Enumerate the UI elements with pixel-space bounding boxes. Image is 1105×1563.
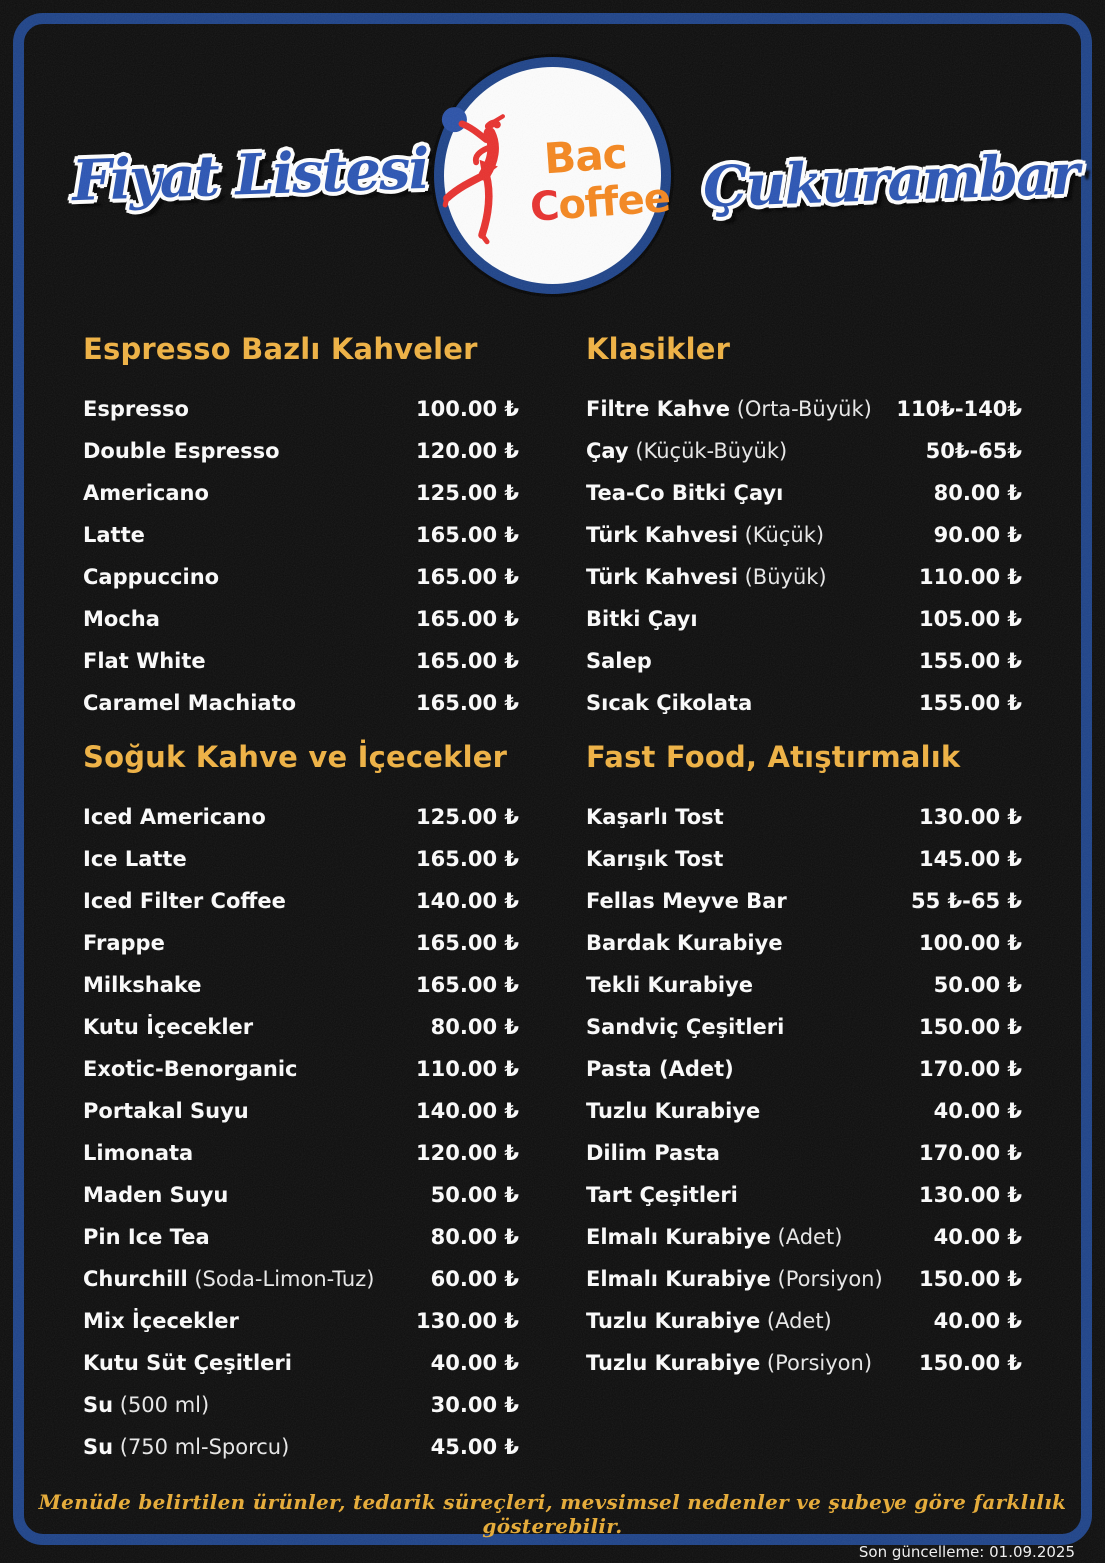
item-name: Kaşarlı Tost <box>586 805 724 829</box>
item-price: 50.00 ₺ <box>933 973 1022 997</box>
disclaimer-text: Menüde belirtilen ürünler, tedarik süreçleri, mevsimsel nedenler ve şubeye göre farklılık gösterebilir. <box>38 1490 1067 1538</box>
item-price: 140.00 ₺ <box>416 1099 519 1123</box>
item-price: 165.00 ₺ <box>416 847 519 871</box>
item-name: Cappuccino <box>83 565 220 589</box>
menu-item-row <box>83 1426 519 1468</box>
item-price: 50.00 ₺ <box>430 1183 519 1207</box>
section-rows <box>586 388 1022 724</box>
item-price: 170.00 ₺ <box>919 1057 1022 1081</box>
item-name: Pasta (Adet) <box>586 1057 734 1081</box>
menu-item-row <box>586 1258 1022 1300</box>
item-name: Pin Ice Tea <box>83 1225 210 1249</box>
item-name: Karışık Tost <box>586 847 724 871</box>
menu-item-row <box>83 514 519 556</box>
item-price: 50₺-65₺ <box>925 439 1022 463</box>
item-price: 105.00 ₺ <box>919 607 1022 631</box>
item-name: Caramel Machiato <box>83 691 297 715</box>
menu-item-row <box>586 1300 1022 1342</box>
page-title: Fiyat Listesi <box>70 135 429 215</box>
menu-item-row <box>586 514 1022 556</box>
menu-item-row <box>83 922 519 964</box>
menu-section <box>586 330 1022 724</box>
menu-item-row <box>83 838 519 880</box>
item-name: Kutu Süt Çeşitleri <box>83 1351 292 1375</box>
menu-item-row <box>83 1006 519 1048</box>
item-name: Su (750 ml-Sporcu) <box>83 1435 290 1459</box>
item-name: Fellas Meyve Bar <box>586 889 787 913</box>
item-name: Çay (Küçük-Büyük) <box>586 439 788 463</box>
item-name: Mix İçecekler <box>83 1309 239 1333</box>
item-price: 165.00 ₺ <box>416 973 519 997</box>
menu-grid <box>83 330 1022 1468</box>
item-price: 40.00 ₺ <box>933 1099 1022 1123</box>
item-price: 155.00 ₺ <box>919 691 1022 715</box>
menu-item-row <box>83 556 519 598</box>
item-name: Bardak Kurabiye <box>586 931 783 955</box>
item-price: 125.00 ₺ <box>416 805 519 829</box>
item-price: 140.00 ₺ <box>416 889 519 913</box>
item-price: 90.00 ₺ <box>933 523 1022 547</box>
section-title: Soğuk Kahve ve İçecekler <box>83 740 508 774</box>
item-name: Iced Americano <box>83 805 266 829</box>
item-price: 130.00 ₺ <box>416 1309 519 1333</box>
item-price: 150.00 ₺ <box>919 1267 1022 1291</box>
menu-item-row <box>586 964 1022 1006</box>
item-price: 55 ₺-65 ₺ <box>910 889 1022 913</box>
item-name: Tuzlu Kurabiye <box>586 1099 761 1123</box>
item-name: Tekli Kurabiye <box>586 973 753 997</box>
item-name: Sıcak Çikolata <box>586 691 753 715</box>
item-name: Latte <box>83 523 145 547</box>
item-price: 165.00 ₺ <box>416 523 519 547</box>
item-price: 100.00 ₺ <box>416 397 519 421</box>
item-name: Portakal Suyu <box>83 1099 249 1123</box>
item-price: 150.00 ₺ <box>919 1351 1022 1375</box>
section-rows <box>586 796 1022 1384</box>
item-name: Maden Suyu <box>83 1183 229 1207</box>
item-name: Ice Latte <box>83 847 187 871</box>
item-name: Salep <box>586 649 652 673</box>
menu-item-row <box>83 1090 519 1132</box>
menu-item-row <box>586 640 1022 682</box>
menu-item-row <box>586 598 1022 640</box>
menu-item-row <box>83 472 519 514</box>
item-name: Iced Filter Coffee <box>83 889 286 913</box>
item-price: 165.00 ₺ <box>416 931 519 955</box>
menu-item-row <box>83 1048 519 1090</box>
item-name: Mocha <box>83 607 160 631</box>
item-name: Limonata <box>83 1141 194 1165</box>
menu-item-row <box>83 1132 519 1174</box>
item-price: 80.00 ₺ <box>933 481 1022 505</box>
item-price: 45.00 ₺ <box>430 1435 519 1459</box>
menu-item-row <box>586 682 1022 724</box>
section-rows <box>83 388 519 724</box>
menu-item-row <box>586 1174 1022 1216</box>
logo-wordmark <box>528 128 671 232</box>
item-name: Churchill (Soda-Limon-Tuz) <box>83 1267 375 1291</box>
item-name: Milkshake <box>83 973 202 997</box>
item-price: 150.00 ₺ <box>919 1015 1022 1039</box>
gymnast-dancer-with-ball-icon <box>436 94 528 263</box>
item-price: 110₺-140₺ <box>896 397 1022 421</box>
menu-item-row <box>83 880 519 922</box>
item-name: Exotic-Benorganic <box>83 1057 298 1081</box>
item-price: 170.00 ₺ <box>919 1141 1022 1165</box>
item-name: Dilim Pasta <box>586 1141 720 1165</box>
menu-item-row <box>83 682 519 724</box>
menu-item-row <box>586 796 1022 838</box>
item-price: 155.00 ₺ <box>919 649 1022 673</box>
item-name: Filtre Kahve (Orta-Büyük) <box>586 397 872 421</box>
item-name: Americano <box>83 481 209 505</box>
item-name: Elmalı Kurabiye (Adet) <box>586 1225 843 1249</box>
item-price: 120.00 ₺ <box>416 439 519 463</box>
item-price: 110.00 ₺ <box>919 565 1022 589</box>
menu-column-left <box>83 330 519 1468</box>
menu-item-row <box>586 430 1022 472</box>
section-rows <box>83 796 519 1468</box>
menu-section <box>83 738 519 1468</box>
item-price: 60.00 ₺ <box>430 1267 519 1291</box>
item-price: 40.00 ₺ <box>933 1309 1022 1333</box>
item-price: 165.00 ₺ <box>416 607 519 631</box>
menu-item-row <box>83 430 519 472</box>
menu-item-row <box>83 796 519 838</box>
menu-item-row <box>586 1216 1022 1258</box>
item-name: Kutu İçecekler <box>83 1015 254 1039</box>
menu-item-row <box>83 640 519 682</box>
item-price: 30.00 ₺ <box>430 1393 519 1417</box>
item-price: 130.00 ₺ <box>919 805 1022 829</box>
item-price: 40.00 ₺ <box>430 1351 519 1375</box>
item-name: Flat White <box>83 649 206 673</box>
menu-item-row <box>586 880 1022 922</box>
item-price: 130.00 ₺ <box>919 1183 1022 1207</box>
item-name: Türk Kahvesi (Küçük) <box>586 523 825 547</box>
section-title: Klasikler <box>586 332 731 366</box>
section-title: Espresso Bazlı Kahveler <box>83 332 478 366</box>
item-price: 125.00 ₺ <box>416 481 519 505</box>
logo-word-bac: Bac <box>541 128 628 183</box>
menu-item-row <box>586 1132 1022 1174</box>
menu-item-row <box>83 1384 519 1426</box>
item-name: Double Espresso <box>83 439 280 463</box>
menu-item-row <box>586 1342 1022 1384</box>
menu-item-row <box>83 388 519 430</box>
item-name: Tuzlu Kurabiye (Porsiyon) <box>586 1351 873 1375</box>
menu-item-row <box>83 1342 519 1384</box>
item-price: 110.00 ₺ <box>416 1057 519 1081</box>
section-title: Fast Food, Atıştırmalık <box>586 740 961 774</box>
item-price: 165.00 ₺ <box>416 565 519 589</box>
menu-item-row <box>83 598 519 640</box>
item-name: Tuzlu Kurabiye (Adet) <box>586 1309 832 1333</box>
item-price: 120.00 ₺ <box>416 1141 519 1165</box>
logo-word-coffee: Coffee <box>528 175 671 232</box>
menu-item-row <box>83 1258 519 1300</box>
menu-item-row <box>586 838 1022 880</box>
item-price: 145.00 ₺ <box>919 847 1022 871</box>
item-price: 165.00 ₺ <box>416 649 519 673</box>
item-name: Frappe <box>83 931 165 955</box>
item-price: 100.00 ₺ <box>919 931 1022 955</box>
menu-item-row <box>586 1006 1022 1048</box>
menu-item-row <box>586 922 1022 964</box>
item-name: Espresso <box>83 397 189 421</box>
menu-item-row <box>586 556 1022 598</box>
branch-title: Çukurambar <box>701 141 1079 221</box>
menu-item-row <box>83 1174 519 1216</box>
item-price: 80.00 ₺ <box>430 1015 519 1039</box>
menu-column-right <box>586 330 1022 1468</box>
brand-logo <box>434 57 671 294</box>
item-name: Tart Çeşitleri <box>586 1183 738 1207</box>
menu-item-row <box>83 1300 519 1342</box>
item-name: Tea-Co Bitki Çayı <box>586 481 784 505</box>
item-price: 80.00 ₺ <box>430 1225 519 1249</box>
item-name: Su (500 ml) <box>83 1393 210 1417</box>
menu-item-row <box>83 964 519 1006</box>
item-price: 40.00 ₺ <box>933 1225 1022 1249</box>
item-name: Sandviç Çeşitleri <box>586 1015 785 1039</box>
last-update-text: Son güncelleme: 01.09.2025 <box>858 1543 1075 1561</box>
menu-item-row <box>586 472 1022 514</box>
menu-section <box>83 330 519 724</box>
menu-item-row <box>586 1090 1022 1132</box>
item-name: Türk Kahvesi (Büyük) <box>586 565 827 589</box>
menu-section <box>586 738 1022 1384</box>
menu-item-row <box>83 1216 519 1258</box>
menu-item-row <box>586 1048 1022 1090</box>
item-price: 165.00 ₺ <box>416 691 519 715</box>
item-name: Elmalı Kurabiye (Porsiyon) <box>586 1267 883 1291</box>
item-name: Bitki Çayı <box>586 607 698 631</box>
menu-item-row <box>586 388 1022 430</box>
